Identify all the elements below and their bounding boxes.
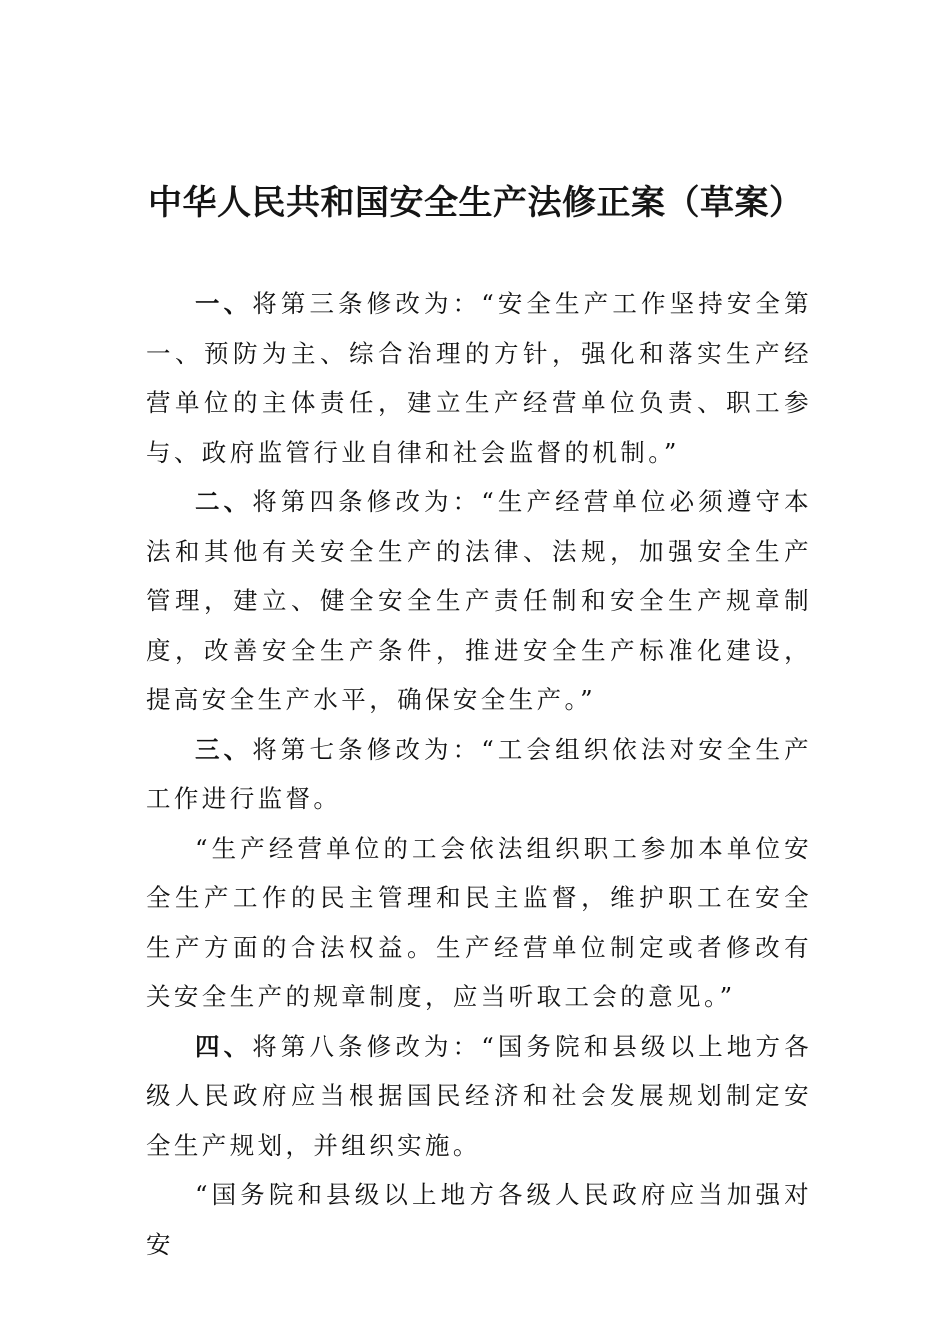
paragraph-article-8-clause-2: [146, 1170, 812, 1269]
paragraph-article-3: [146, 279, 812, 477]
paragraph-text: “生产经营单位的工会依法组织职工参加本单位安全生产工作的民主管理和民主监督，维护职工在安全生产方面的合法权益。生产经营单位制定或者修改有关安全生产的规章制度，应当听取工会的意见。”: [146, 833, 812, 1011]
paragraph-number: 二、: [195, 487, 253, 516]
paragraph-number: 四、: [195, 1031, 253, 1061]
paragraph-article-7-clause-2: [146, 824, 812, 1022]
paragraph-text: 将第三条修改为：“安全生产工作坚持安全第一、预防为主、综合治理的方针，强化和落实生产经营单位的主体责任，建立生产经营单位负责、职工参与、政府监管行业自律和社会监督的机制。”: [146, 289, 812, 467]
document-title: 中华人民共和国安全生产法修正案（草案）: [148, 183, 804, 223]
paragraph-article-8: [146, 1022, 812, 1171]
paragraph-text: 将第七条修改为：“工会组织依法对安全生产工作进行监督。: [146, 734, 812, 813]
paragraph-text: 将第四条修改为：“生产经营单位必须遵守本法和其他有关安全生产的法律、法规，加强安全生产管理，建立、健全安全生产责任制和安全生产规章制度，改善安全生产条件，推进安全生产标准化建设，提高安全生产水平，确保安全生产。”: [146, 487, 812, 714]
document-body: [146, 279, 812, 1269]
paragraph-number: 一、: [195, 289, 253, 318]
paragraph-text: “国务院和县级以上地方各级人民政府应当加强对安: [146, 1180, 812, 1259]
paragraph-text: 将第八条修改为：“国务院和县级以上地方各级人民政府应当根据国民经济和社会发展规划制定安全生产规划，并组织实施。: [146, 1031, 812, 1160]
paragraph-article-4: [146, 477, 812, 725]
paragraph-number: 三、: [195, 734, 253, 764]
paragraph-article-7: [146, 725, 812, 824]
